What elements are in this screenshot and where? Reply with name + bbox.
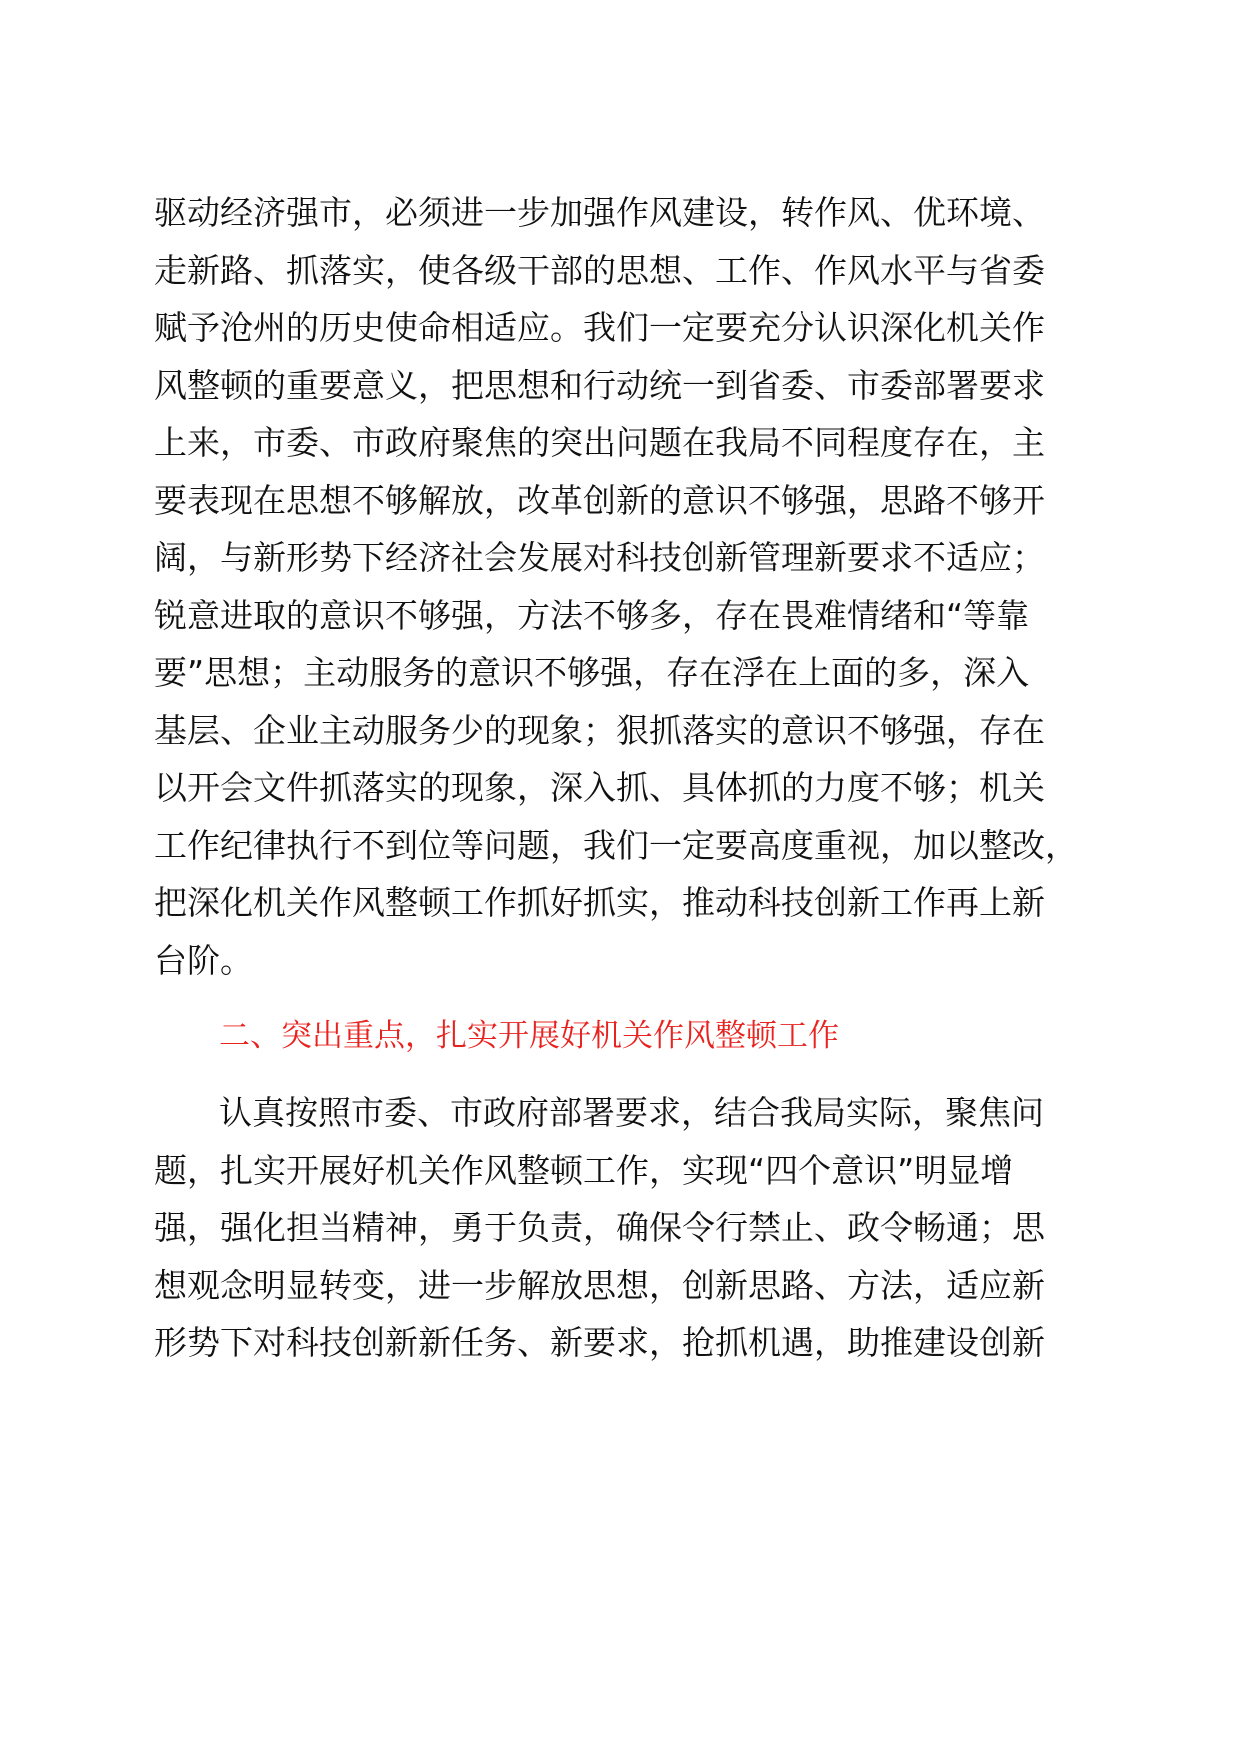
text-line: 把深化机关作风整顿工作抓好抓实，推动科技创新工作再上新 <box>154 883 1045 922</box>
text-line: 上来，市委、市政府聚焦的突出问题在我局不同程度存在，主 <box>154 423 1045 462</box>
section-heading: 二、突出重点，扎实开展好机关作风整顿工作 <box>219 1018 839 1054</box>
text-line: 形势下对科技创新新任务、新要求，抢抓机遇，助推建设创新 <box>154 1323 1045 1362</box>
text-line: 赋予沧州的历史使命相适应。我们一定要充分认识深化机关作 <box>154 308 1045 347</box>
text-line: 以开会文件抓落实的现象，深入抓、具体抓的力度不够；机关 <box>154 768 1045 807</box>
text-line: 强，强化担当精神，勇于负责，确保令行禁止、政令畅通；思 <box>154 1208 1045 1247</box>
text-line: 要”思想；主动服务的意识不够强，存在浮在上面的多，深入 <box>154 653 1030 692</box>
text-line: 驱动经济强市，必须进一步加强作风建设，转作风、优环境、 <box>154 193 1045 232</box>
text-line: 台阶。 <box>154 941 253 980</box>
text-line: 认真按照市委、市政府部署要求，结合我局实际，聚焦问 <box>219 1093 1044 1132</box>
text-line: 想观念明显转变，进一步解放思想，创新思路、方法，适应新 <box>154 1266 1045 1305</box>
text-line: 要表现在思想不够解放，改革创新的意识不够强，思路不够开 <box>154 481 1045 520</box>
text-line: 锐意进取的意识不够强，方法不够多，存在畏难情绪和“等靠 <box>154 596 1030 635</box>
text-line: 风整顿的重要意义，把思想和行动统一到省委、市委部署要求 <box>154 366 1045 405</box>
text-line: 题，扎实开展好机关作风整顿工作，实现“四个意识”明显增 <box>154 1151 1014 1190</box>
text-line: 基层、企业主动服务少的现象；狠抓落实的意识不够强，存在 <box>154 711 1045 750</box>
text-line: 工作纪律执行不到位等问题，我们一定要高度重视，加以整改， <box>154 826 1078 865</box>
text-line: 走新路、抓落实，使各级干部的思想、工作、作风水平与省委 <box>154 251 1045 290</box>
text-line: 阔，与新形势下经济社会发展对科技创新管理新要求不适应； <box>154 538 1045 577</box>
